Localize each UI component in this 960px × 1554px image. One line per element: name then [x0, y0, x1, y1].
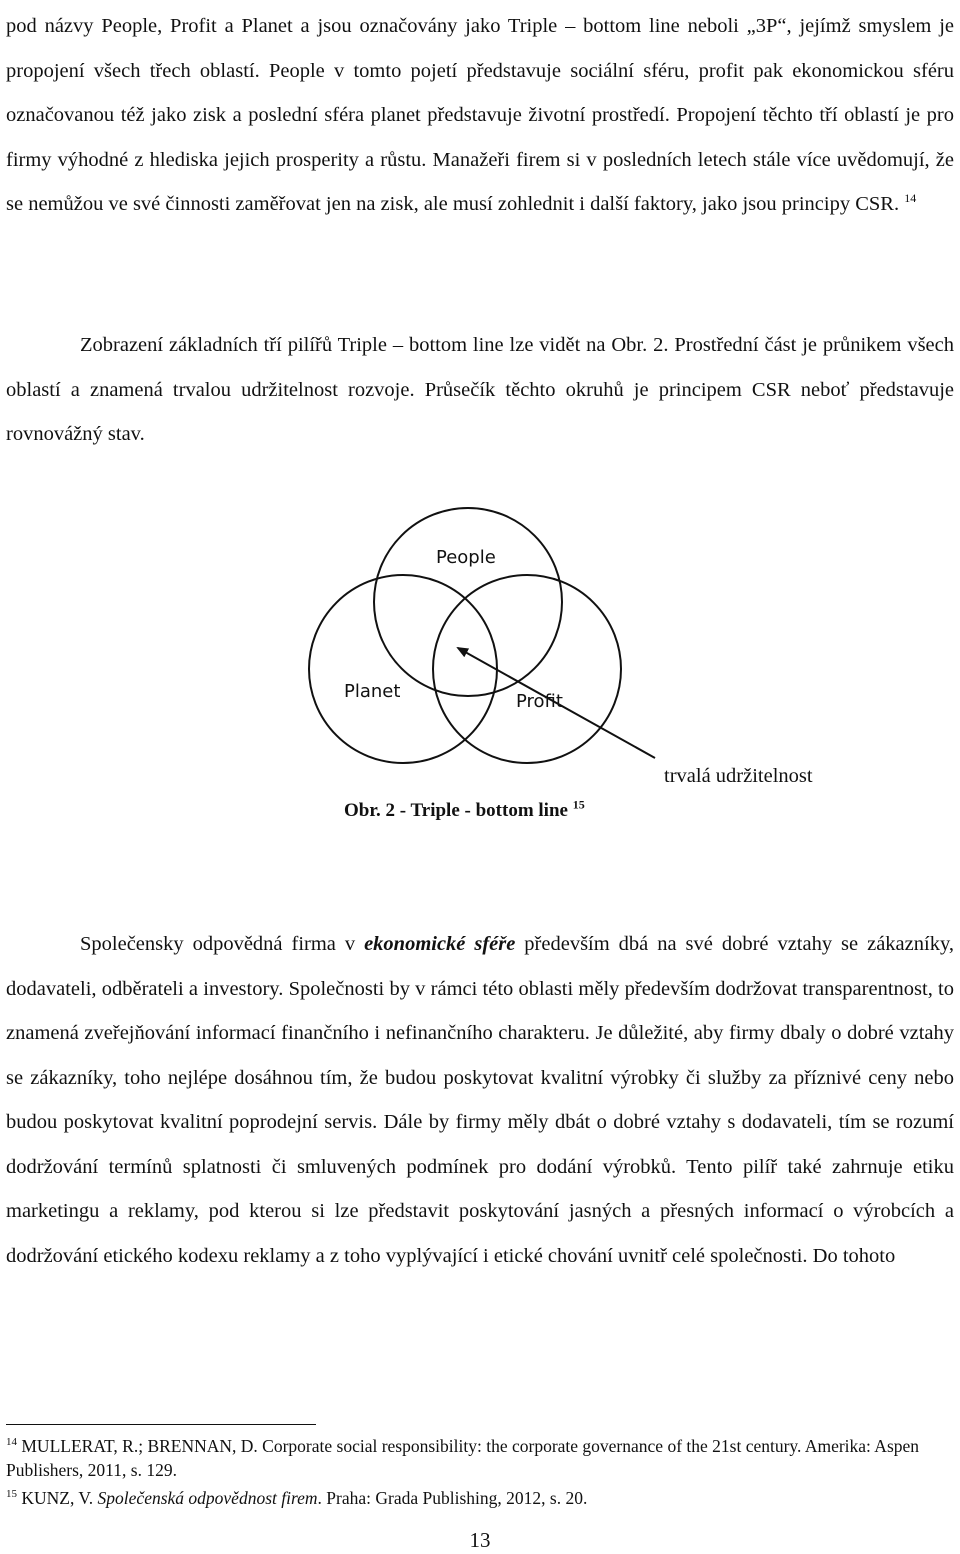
paragraph-economic-sphere	[6, 922, 954, 1278]
footnote-number: 14	[6, 1436, 17, 1449]
label-profit: Profit	[516, 691, 563, 712]
footnote-separator	[6, 1424, 316, 1425]
emphasis-economic-sphere: ekonomické sféře	[364, 933, 516, 955]
circle-profit	[433, 575, 621, 763]
figure-caption	[344, 797, 585, 822]
footnote-ref-14: 14	[904, 191, 917, 206]
caption-text: Obr. 2 - Triple - bottom line	[344, 800, 568, 821]
footnote-text: MULLERAT, R.; BRENNAN, D. Corporate social responsibility: the corporate governance of the 21st century. Amerika: Aspen Publishers, 2011, s. 129.	[6, 1436, 920, 1480]
paragraph-triple-bottom-line-intro	[6, 4, 954, 227]
paragraph-figure-reference: Zobrazení základních tří pilířů Triple – bottom line lze vidět na Obr. 2. Prostřední část je průnikem všech oblastí a znamená trvalou udržitelnost rozvoje. Průsečík těchto okruhů je principem CSR neboť představuje rovnovážný stav.	[6, 334, 954, 445]
footnote-ref-15: 15	[572, 797, 585, 812]
venn-diagram	[0, 490, 960, 850]
footnote-title: Společenská odpovědnost firem	[97, 1488, 318, 1508]
label-sustainability: trvalá udržitelnost	[664, 765, 813, 787]
footnote-rest: . Praha: Grada Publishing, 2012, s. 20.	[317, 1488, 588, 1508]
footnote-number: 15	[6, 1488, 17, 1501]
footnote-author: KUNZ, V.	[21, 1488, 98, 1508]
pointer-arrow	[458, 648, 655, 758]
label-planet: Planet	[344, 681, 401, 702]
footnote-15	[6, 1486, 956, 1510]
paragraph-text: pod názvy People, Profit a Planet a jsou označovány jako Triple – bottom line neboli „3P“, jejímž smyslem je propojení všech třech oblastí. People v tomto pojetí představuje sociální sféru, profit pak ekonomickou sféru označovanou též jako zisk a poslední sféra planet představuje životní prostředí. Propojení těchto tří oblastí je pro firmy výhodné z hlediska jejich prosperity a růstu. Manažeři firem si v posledních letech stále více uvědomují, že se nemůžou ve své činnosti zaměřovat jen na zisk, ale musí zohlednit i další faktory, jako jsou principy CSR.	[6, 15, 954, 215]
paragraph-text-start: Společensky odpovědná firma v	[80, 933, 365, 955]
paragraph-text-rest: především dbá na své dobré vztahy se zákazníky, dodavateli, odběrateli a investory. Společnosti by v rámci této oblasti měly především dodržovat transparentnost, to znamená zveřejňování informací finančního i nefinančního charakteru. Je důležité, aby firmy dbaly o dobré vztahy se zákazníky, toho nejlépe dosáhnou tím, že budou poskytovat kvalitní výrobky či služby za příznivé ceny nebo budou poskytovat kvalitní poprodejní servis. Dále by firmy měly dbát o dobré vztahy s dodavateli, tím se rozumí dodržování termínů splatnosti či smluvených podmínek pro dodání výrobků. Tento pilíř také zahrnuje etiku marketingu a reklamy, pod kterou si lze představit poskytování jasných a přesných informací o výrobcích a dodržování etického kodexu reklamy a z toho vyplývající i etické chování uvnitř celé společnosti. Do tohoto	[6, 933, 954, 1267]
footnote-14	[6, 1434, 956, 1482]
page-number: 13	[469, 1528, 491, 1552]
label-people: People	[436, 547, 496, 568]
